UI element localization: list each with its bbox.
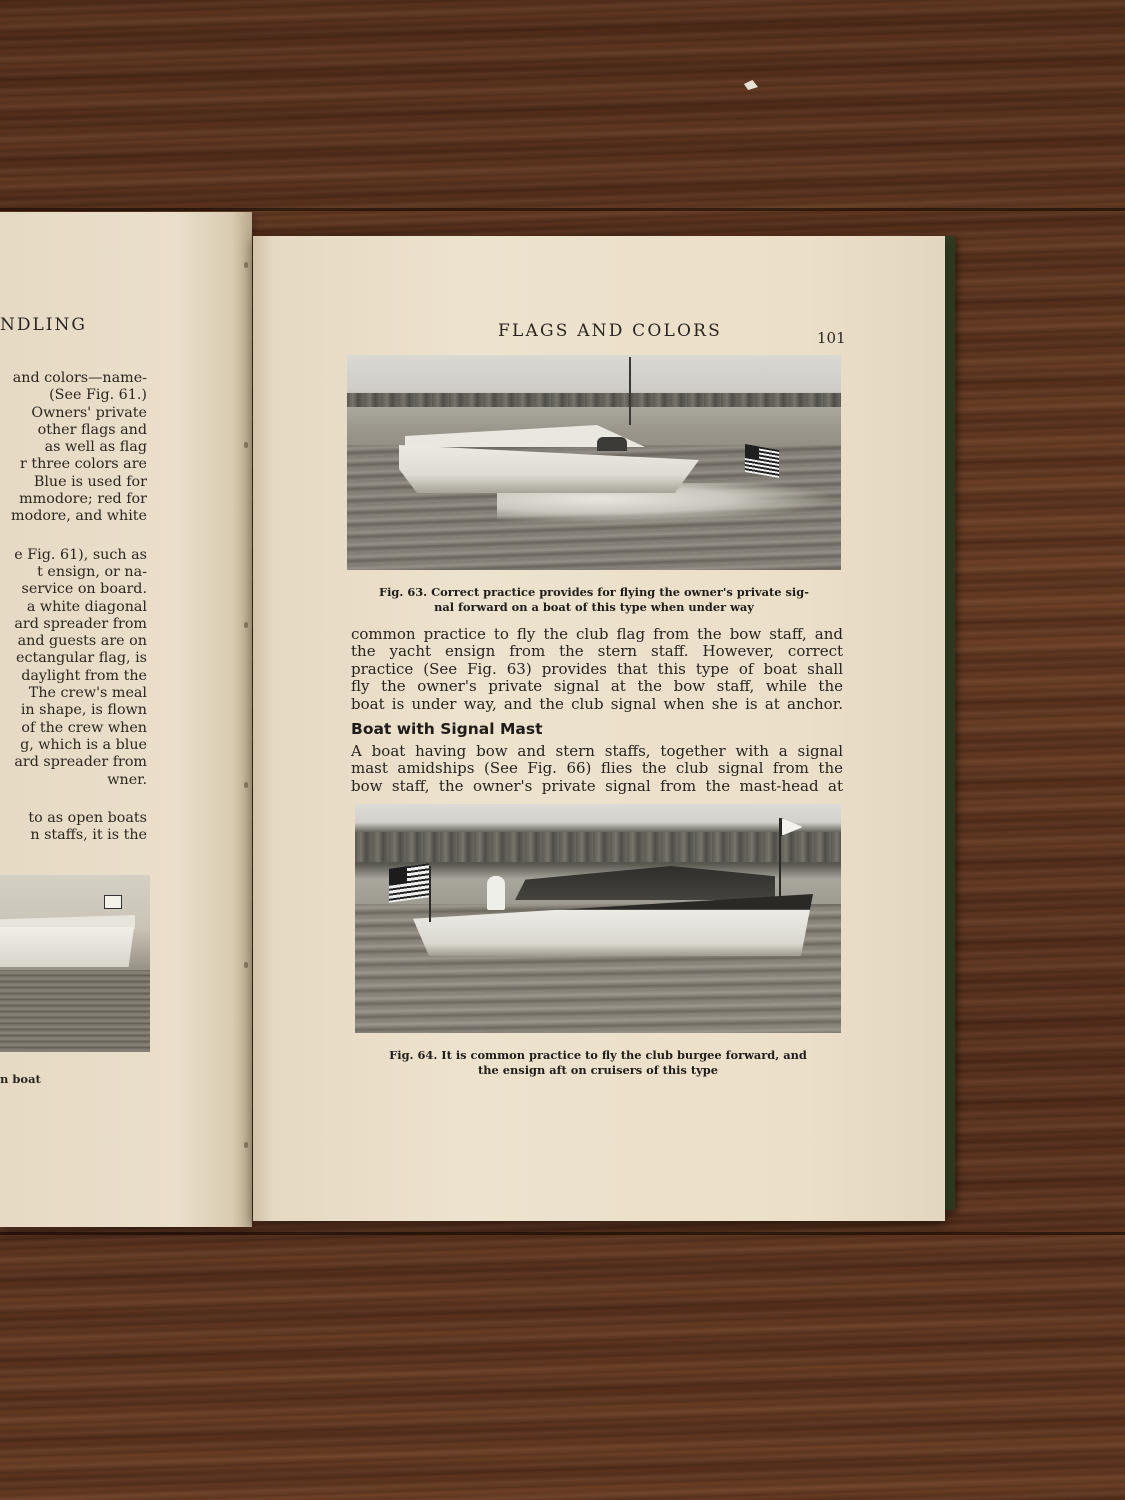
caption-line: Fig. 64. It is common practice to fly the club burgee forward, and <box>389 1048 807 1062</box>
figure-64-caption <box>353 1048 843 1078</box>
wood-plank-seam <box>0 208 1125 211</box>
page-number: 101 <box>817 329 846 347</box>
caption-line: the ensign aft on cruisers of this type <box>478 1063 718 1077</box>
section-heading: Boat with Signal Mast <box>351 720 543 738</box>
passengers <box>597 437 627 451</box>
text-line: and guests are on <box>17 633 147 650</box>
text-line: service on board. <box>21 581 147 598</box>
figure-64-photo <box>355 804 841 1033</box>
boat-deck <box>0 915 135 929</box>
signal-mast <box>779 818 781 908</box>
text-line: mast amidships (See Fig. 66) flies the club signal from the <box>351 760 843 778</box>
left-page-text <box>0 370 147 844</box>
ensign-flag <box>745 444 779 478</box>
water <box>0 970 150 1052</box>
pennant-flag <box>104 895 122 909</box>
sailor-figure <box>487 876 505 910</box>
shoreline <box>347 393 841 407</box>
figure-63-caption <box>347 585 841 615</box>
caption-line: nal forward on a boat of this type when under way <box>434 600 754 614</box>
text-line: ectangular flag, is <box>16 650 147 667</box>
stern-staff <box>429 866 431 922</box>
left-page <box>0 212 252 1227</box>
text-line: g, which is a blue <box>20 736 147 753</box>
text-line: modore, and white <box>11 508 147 525</box>
running-head: FLAGS AND COLORS <box>498 321 722 341</box>
text-line: as well as flag <box>44 439 147 456</box>
text-line: wner. <box>107 771 147 788</box>
text-line: common practice to fly the club flag from the bow staff, and <box>351 626 843 643</box>
text-gap <box>0 526 147 547</box>
text-line: mmodore; red for <box>19 491 147 508</box>
text-line: Blue is used for <box>33 473 147 490</box>
text-gap <box>0 789 147 810</box>
text-line: boat is under way, and the club signal when she is at anchor. <box>351 695 843 713</box>
text-line: A boat having bow and stern staffs, together with a signal <box>351 743 843 760</box>
right-page <box>253 236 945 1221</box>
ensign-flag <box>389 863 429 903</box>
figure-63-photo <box>347 355 841 570</box>
text-line: other flags and <box>37 421 147 438</box>
text-line: The crew's meal <box>28 685 147 702</box>
text-line: t ensign, or na- <box>37 563 147 580</box>
text-line: a white diagonal <box>26 598 147 615</box>
text-line: ard spreader from <box>14 615 147 632</box>
binding-stitches <box>244 262 252 1222</box>
shoreline <box>355 832 841 862</box>
sailboat-mast <box>629 357 631 425</box>
caption-line: Fig. 63. Correct practice provides for flying the owner's private sig- <box>379 585 809 599</box>
text-line: practice (See Fig. 63) provides that this type of boat shall <box>351 660 843 678</box>
left-figure-caption: n boat <box>0 1072 41 1086</box>
text-line: ard spreader from <box>14 754 147 771</box>
text-line: in shape, is flown <box>20 702 147 719</box>
text-line: bow staff, the owner's private signal from the mast-head at <box>351 777 843 795</box>
text-line: to as open boats <box>28 809 147 826</box>
text-line: n staffs, it is the <box>30 827 147 844</box>
text-line: Owners' private <box>31 404 147 421</box>
paragraph-2 <box>351 743 843 795</box>
text-line: r three colors are <box>20 456 147 473</box>
text-line: of the crew when <box>21 719 147 736</box>
left-running-head: NDLING <box>0 315 87 335</box>
wood-scratch <box>744 80 758 90</box>
text-line: (See Fig. 61.) <box>49 387 147 404</box>
text-line: daylight from the <box>21 667 147 684</box>
text-line: fly the owner's private signal at the bow staff, while the <box>351 678 843 696</box>
text-line: e Fig. 61), such as <box>14 546 147 563</box>
wood-plank-seam <box>0 1232 1125 1235</box>
text-line: the yacht ensign from the stern staff. However, correct <box>351 643 843 661</box>
paragraph-1 <box>351 626 843 713</box>
boat-hull <box>0 927 134 967</box>
left-boat-photo <box>0 875 150 1052</box>
text-line: and colors—name- <box>12 370 147 386</box>
cruiser-cabin <box>515 866 775 900</box>
